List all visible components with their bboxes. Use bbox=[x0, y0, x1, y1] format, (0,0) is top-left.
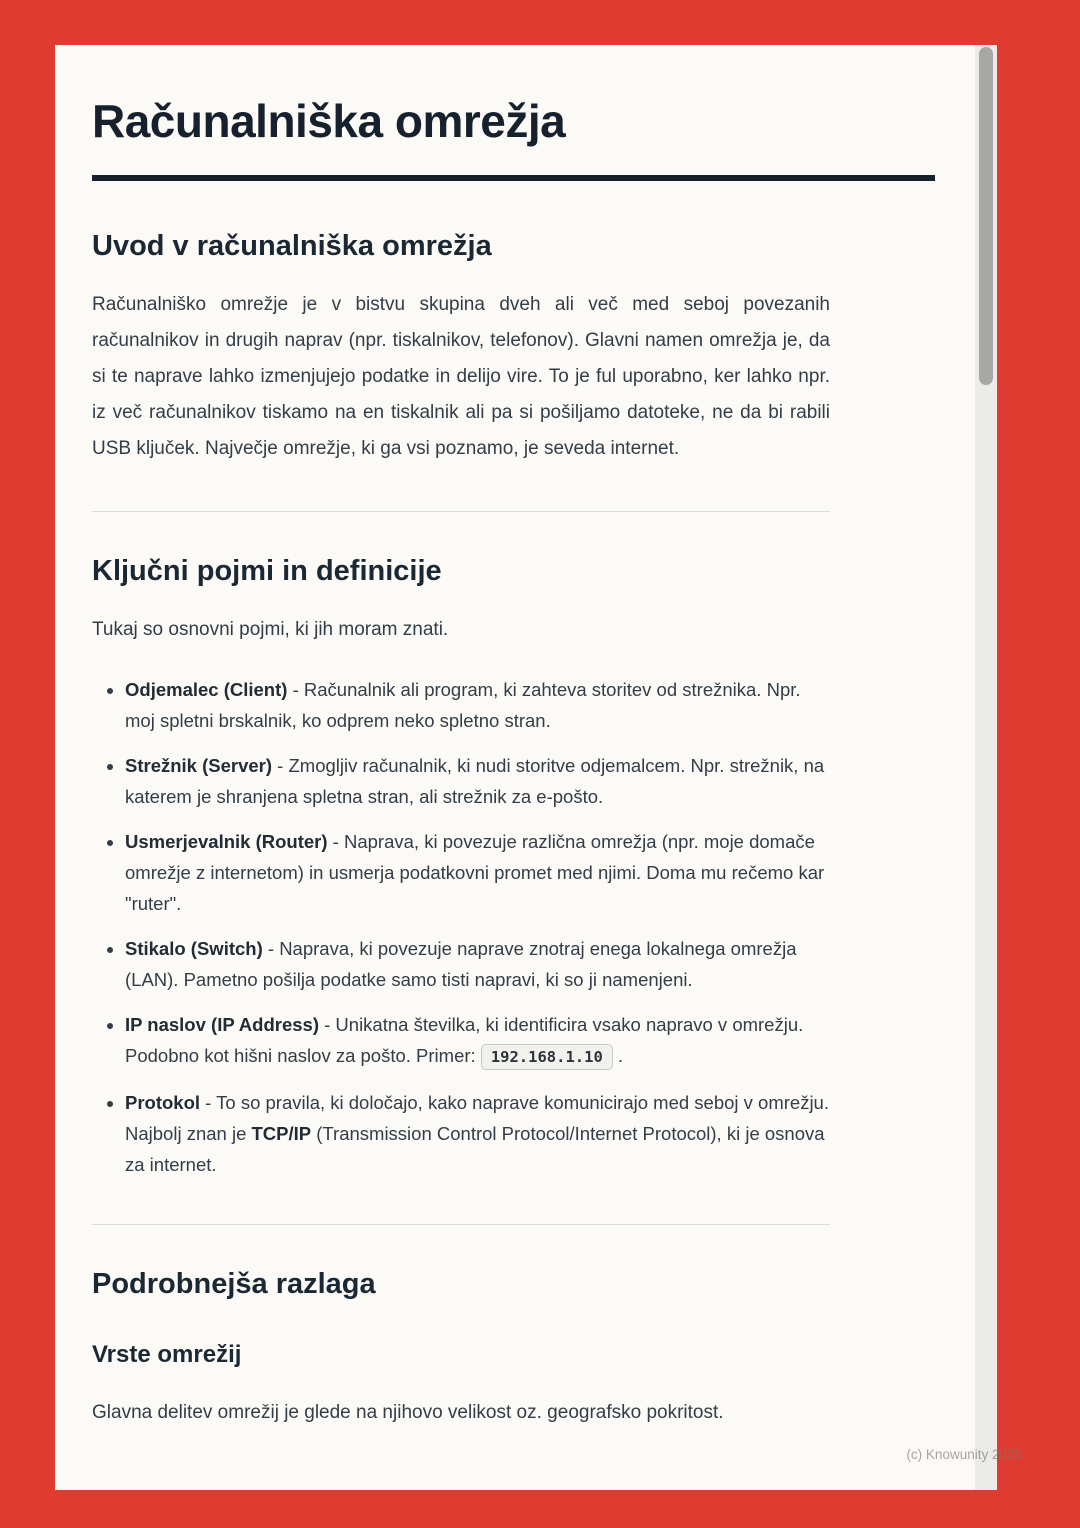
term-desc: - Naprava, ki povezuje različna omrežja (npr. moje domače omrežje z internetom) in usmerja podatkovni promet med njimi. Doma mu rečemo kar "ruter". bbox=[125, 831, 825, 914]
section-divider-1 bbox=[92, 511, 830, 512]
ip-address-code-chip: 192.168.1.10 bbox=[481, 1044, 613, 1070]
intro-paragraph: Računalniško omrežje je v bistvu skupina dveh ali več med seboj povezanih računalnikov in drugih naprav (npr. tiskalnikov, telefonov). Glavni namen omrežja je, da si te naprave lahko izmenjujejo podatke in delijo vire. To je ful uporabno, ker lahko npr. iz več računalnikov tiskamo na en tiskalnik ali pa si pošiljamo datoteke, ne da bi rabili USB ključek. Največje omrežje, ki ga vsi poznamo, je seveda internet. bbox=[92, 294, 830, 459]
term-desc-after: (Transmission Control Protocol/Internet Protocol), ki je osnova za internet. bbox=[125, 1123, 825, 1175]
term-desc: - Naprava, ki povezuje naprave znotraj enega lokalnega omrežja (LAN). Pametno pošilja podatke samo tisti napravi, ki so ji namenjeni. bbox=[125, 938, 797, 990]
term-desc: - Računalnik ali program, ki zahteva storitev od strežnika. Npr. moj spletni brskalnik, ko odprem neko spletno stran. bbox=[125, 679, 801, 731]
term-inline-bold: TCP/IP bbox=[251, 1123, 312, 1144]
term-name: Stikalo (Switch) bbox=[125, 938, 263, 959]
section-heading-razlaga: Podrobnejša razlaga bbox=[92, 1268, 376, 1300]
title-rule bbox=[92, 175, 935, 181]
term-name: Strežnik (Server) bbox=[125, 755, 273, 776]
term-desc: - Unikatna številka, ki identificira vsako napravo v omrežju. Podobno kot hišni naslov za pošto. Primer: bbox=[125, 1014, 804, 1066]
term-item-odjemalec bbox=[125, 674, 830, 736]
term-item-streznik bbox=[125, 750, 830, 812]
page-title: Računalniška omrežja bbox=[92, 95, 566, 147]
term-desc-after: . bbox=[612, 1045, 624, 1066]
term-item-protokol bbox=[125, 1087, 830, 1180]
term-name: IP naslov (IP Address) bbox=[125, 1014, 319, 1035]
scrollbar-thumb[interactable] bbox=[979, 47, 993, 385]
term-desc: - To so pravila, ki določajo, kako naprave komunicirajo med seboj v omrežju. Najbolj znan je bbox=[125, 1092, 829, 1144]
term-desc: - Zmogljiv računalnik, ki nudi storitve odjemalcem. Npr. strežnik, na katerem je shranjena spletna stran, ali strežnik za e-pošto. bbox=[125, 755, 825, 807]
term-item-ip-naslov bbox=[125, 1009, 830, 1073]
vrste-paragraph: Glavna delitev omrežij je glede na njihovo velikost oz. geografsko pokritost. bbox=[92, 1402, 724, 1423]
term-name: Protokol bbox=[125, 1092, 201, 1113]
document-page bbox=[55, 45, 975, 1490]
document-content bbox=[55, 45, 975, 1431]
section-divider-2 bbox=[92, 1224, 830, 1225]
term-item-usmerjevalnik bbox=[125, 826, 830, 919]
term-item-stikalo bbox=[125, 933, 830, 995]
watermark-text: (c) Knowunity 2025 bbox=[906, 1447, 1022, 1462]
term-name: Odjemalec (Client) bbox=[125, 679, 288, 700]
terms-list bbox=[92, 674, 830, 1180]
section-heading-pojmi: Ključni pojmi in definicije bbox=[92, 555, 442, 587]
subsection-heading-vrste: Vrste omrežij bbox=[92, 1341, 242, 1368]
scrollbar-track[interactable] bbox=[975, 45, 997, 1490]
section-heading-uvod: Uvod v računalniška omrežja bbox=[92, 230, 492, 262]
terms-intro-paragraph: Tukaj so osnovni pojmi, ki jih moram znati. bbox=[92, 619, 449, 640]
term-name: Usmerjevalnik (Router) bbox=[125, 831, 328, 852]
